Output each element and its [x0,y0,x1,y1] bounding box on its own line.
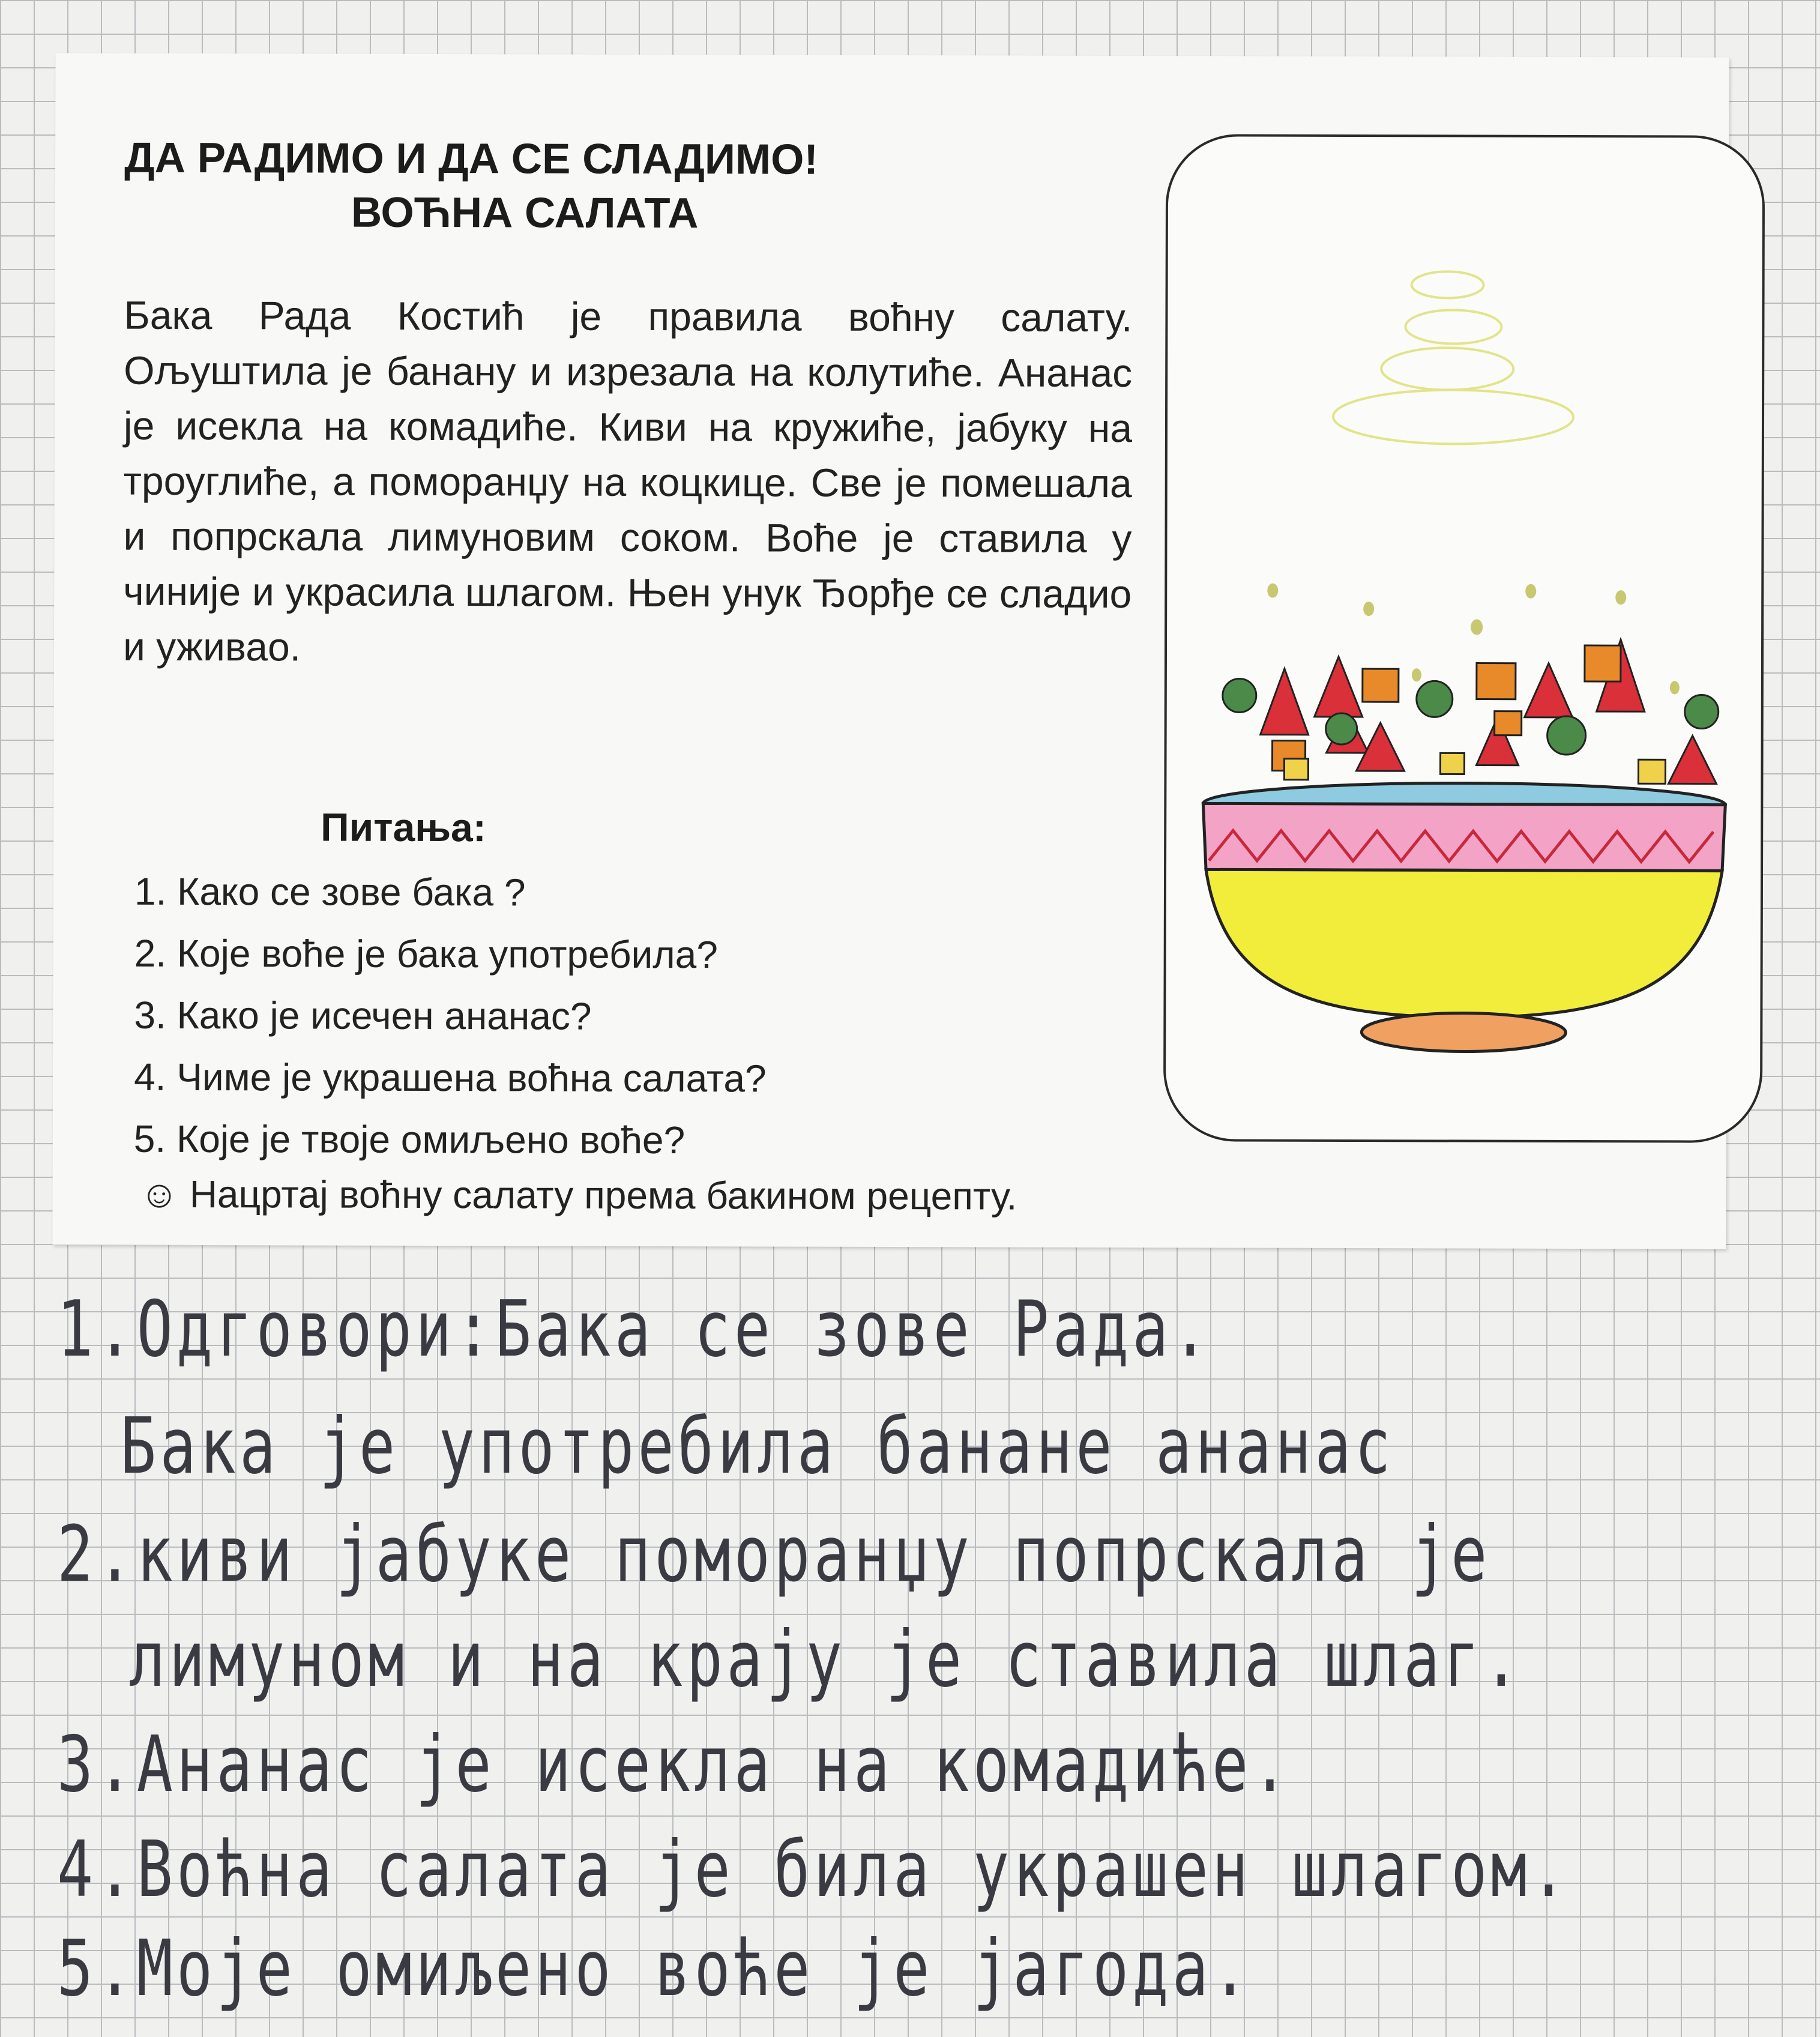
title-line-1: ДА РАДИМО И ДА СЕ СЛАДИМО! [124,134,819,184]
handwritten-answer-line: 2.киви јабуке поморанџу попрскала је [57,1510,1491,1599]
question-item: 3. Како је исечен ананас? [134,993,592,1038]
questions-list [134,861,767,1172]
worksheet-title [124,131,905,241]
handwritten-answer-line: Бака је употребила банане ананас [120,1402,1395,1491]
questions-heading: Питања: [321,804,486,850]
story-paragraph: Бака Рада Костић је правила воћну салату. Ољуштила је банану и изрезала на колутиће. Ананас је исекла на комадиће. Киви на кружиће, јабуку на троуглиће, а поморанџу на коцкице. Све је помешала и попрскала лимуновим соком. Воће је ставила у чиније и украсила шлагом. Њен унук Ђорђе се сладио и уживао. [122,292,1133,669]
handwritten-answer-line: 3.Ананас је исекла на комадиће. [57,1720,1292,1809]
question-item: 5. Које је твоје омиљено воће? [133,1117,686,1162]
bowl-icon [1202,782,1725,1052]
question-item: 1. Како се зове бака ? [134,869,526,914]
handwritten-answer-line: 1.Одговори:Бака се зове Рада. [57,1285,1213,1374]
handwritten-answer-line: 5.Моје омиљено воће је јагода. [57,1924,1252,2014]
title-line-2: ВОЋНА САЛАТА [351,189,699,238]
pineapple-icon [1284,753,1665,784]
handwritten-answer-line: 4.Воћна салата је била украшен шлагом. [57,1825,1571,1915]
steam-swirl-icon [1333,271,1574,444]
question-item: 4. Чиме је украшена воћна салата? [134,1055,767,1100]
worksheet-paper [52,53,1729,1249]
draw-task: ☺ Нацртај воћну салату према бакином рецепту. [139,1172,1017,1218]
handwritten-answer-line: лимуном и на крају је ставила шлаг. [129,1615,1523,1704]
question-item: 2. Које воће је бака употребила? [134,931,718,977]
fruit-salad-drawing [1163,134,1765,1143]
